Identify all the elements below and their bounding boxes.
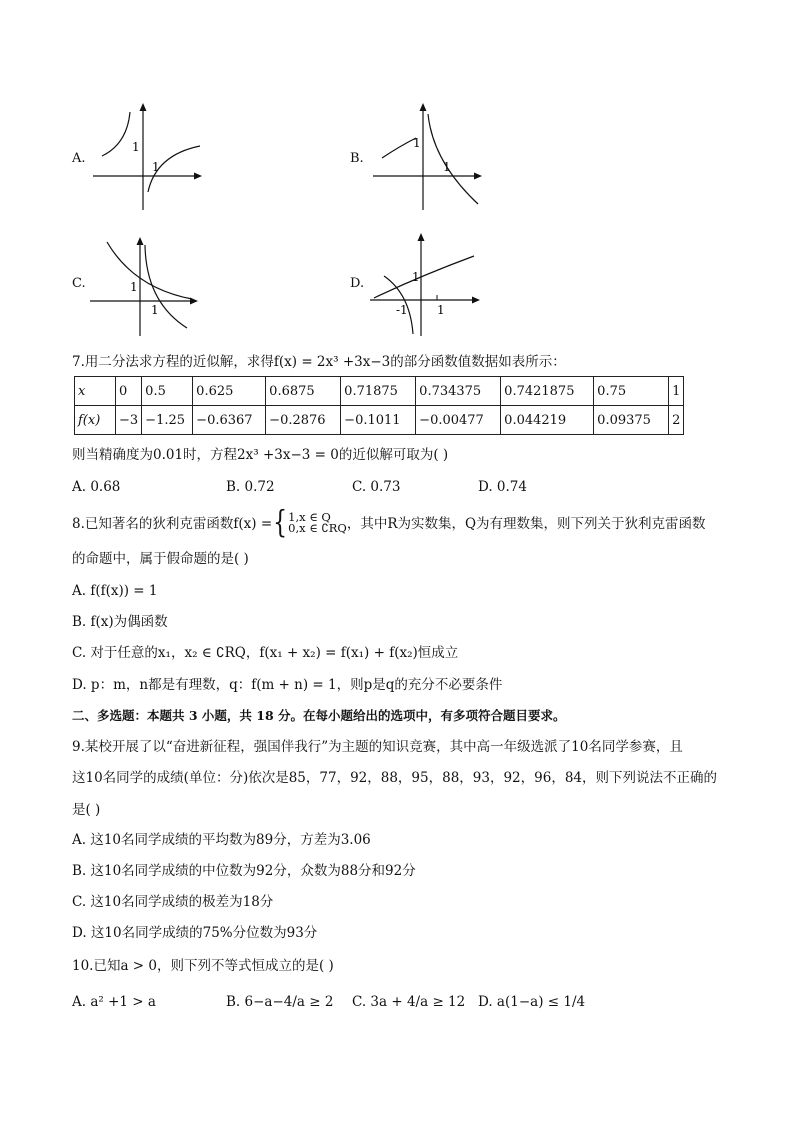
left-brace: {: [273, 505, 288, 541]
q9-option-c: C. 这10名同学成绩的极差为18分: [72, 894, 274, 910]
label-y-1: 1: [130, 280, 138, 294]
table-cell: −3: [116, 406, 142, 435]
q7-followup: 则当精确度为0.01时，方程2x³ +3x−3 = 0的近似解可取为( ): [72, 447, 449, 463]
q7-value-table: [74, 376, 684, 435]
label-x-1: 1: [152, 160, 160, 174]
graph-option-a-letter: A.: [72, 151, 86, 166]
y-axis-arrow: [137, 237, 144, 245]
x-axis-arrow: [474, 173, 482, 180]
q7-stem: 7.用二分法求方程的近似解，求得f(x) = 2x³ +3x−3的部分函数值数据如表所示：: [72, 354, 566, 370]
curve-upper-left: [102, 112, 130, 156]
table-cell: −0.2876: [266, 406, 341, 435]
q7-option-d: D. 0.74: [478, 479, 527, 495]
q8-stem-a: 8.已知著名的狄利克雷函数f(x) =: [72, 516, 273, 532]
q10-option-d: D. a(1−a) ≤ 1/4: [478, 994, 586, 1010]
q10-option-c: C. 3a + 4/a ≥ 12: [352, 994, 466, 1010]
q8-piece2: 0,x ∈ ∁RQ: [288, 521, 347, 535]
q9-option-d: D. 这10名同学成绩的75%分位数为93分: [72, 925, 318, 941]
section-heading: 二、多选题：本题共 3 小题，共 18 分。在每小题给出的选项中，有多项符合题目要求。: [72, 708, 566, 723]
table-cell: f(x): [75, 406, 116, 435]
table-cell: 0.5: [142, 377, 193, 406]
label-y-1: 1: [412, 270, 420, 284]
q9-option-a: A. 这10名同学成绩的平均数为89分，方差为3.06: [72, 832, 371, 848]
curve-right: [428, 114, 478, 204]
table-cell: 2: [669, 406, 684, 435]
q9-stem-line3: 是( ): [72, 802, 101, 818]
q8-option-d: D. p：m，n都是有理数，q：f(m + n) = 1，则p是q的充分不必要条件: [72, 677, 503, 693]
graph-option-d-letter: D.: [350, 276, 365, 291]
label-x-1: 1: [151, 303, 159, 317]
q10-option-b: B. 6−a−4/a ≥ 2: [226, 994, 334, 1010]
table-cell: −0.6367: [193, 406, 266, 435]
q8-option-a: A. f(f(x)) = 1: [72, 583, 158, 599]
graph-option-c: [90, 228, 210, 340]
q10-stem: 10.已知a > 0，则下列不等式恒成立的是( ): [72, 958, 334, 974]
label-y-1: 1: [413, 136, 421, 150]
q8-stem-b: ，其中R为实数集，Q为有理数集，则下列关于狄利克雷函数: [346, 516, 706, 532]
q7-option-a: A. 0.68: [72, 479, 121, 495]
table-cell: 0.625: [193, 377, 266, 406]
table-cell: −0.00477: [416, 406, 501, 435]
q8-piecewise: [288, 512, 347, 534]
y-axis-arrow: [418, 233, 425, 241]
graph-option-b-letter: B.: [350, 151, 364, 166]
table-cell: −0.1011: [341, 406, 416, 435]
label-x-1: 1: [437, 303, 445, 317]
table-cell: 0.09375: [594, 406, 669, 435]
graph-option-d: [370, 228, 490, 340]
table-cell: 0.734375: [416, 377, 501, 406]
q10-option-a: A. a² +1 > a: [72, 994, 156, 1010]
curve-upper: [107, 242, 192, 299]
y-axis-arrow: [420, 103, 427, 111]
q9-option-b: B. 这10名同学成绩的中位数为92分，众数为88分和92分: [72, 863, 416, 879]
q8-option-c: C. 对于任意的x₁，x₂ ∈ ∁RQ，f(x₁ + x₂) = f(x₁) + f(x₂)恒成立: [72, 645, 459, 661]
table-cell: 0.71875: [341, 377, 416, 406]
table-cell: x: [75, 377, 116, 406]
q8-option-b: B. f(x)为偶函数: [72, 614, 168, 630]
graph-option-a: [90, 100, 210, 212]
curve-left: [382, 138, 416, 158]
graph-option-b: [370, 100, 490, 212]
table-cell: 0.75: [594, 377, 669, 406]
table-row-x: [75, 377, 684, 406]
q8-stem-line1: [72, 505, 706, 541]
label-x-neg1: -1: [396, 303, 408, 317]
table-cell: 0.044219: [501, 406, 594, 435]
q7-option-b: B. 0.72: [226, 479, 275, 495]
q8-stem-line2: 的命题中，属于假命题的是( ): [72, 551, 249, 567]
q7-option-c: C. 0.73: [352, 479, 401, 495]
q9-stem-line1: 9.某校开展了以“奋进新征程，强国伴我行”为主题的知识竞赛，其中高一年级选派了10名同学参赛，且: [72, 739, 683, 755]
x-axis-arrow: [472, 297, 480, 304]
q8-piece1: 1,x ∈ Q: [288, 510, 331, 524]
y-axis-arrow: [140, 103, 147, 111]
table-row-fx: [75, 406, 684, 435]
label-y-1: 1: [132, 140, 140, 154]
table-cell: −1.25: [142, 406, 193, 435]
table-cell: 0: [116, 377, 142, 406]
q9-stem-line2: 这10名同学的成绩(单位：分)依次是85，77，92，88，95，88，93，92，96，84，则下列说法不正确的: [72, 770, 717, 786]
graph-option-c-letter: C.: [72, 276, 86, 291]
table-cell: 0.7421875: [501, 377, 594, 406]
table-cell: 1: [669, 377, 684, 406]
curve-exponential: [374, 256, 474, 298]
label-x-1: 1: [443, 160, 451, 174]
table-cell: 0.6875: [266, 377, 341, 406]
x-axis-arrow: [194, 173, 202, 180]
